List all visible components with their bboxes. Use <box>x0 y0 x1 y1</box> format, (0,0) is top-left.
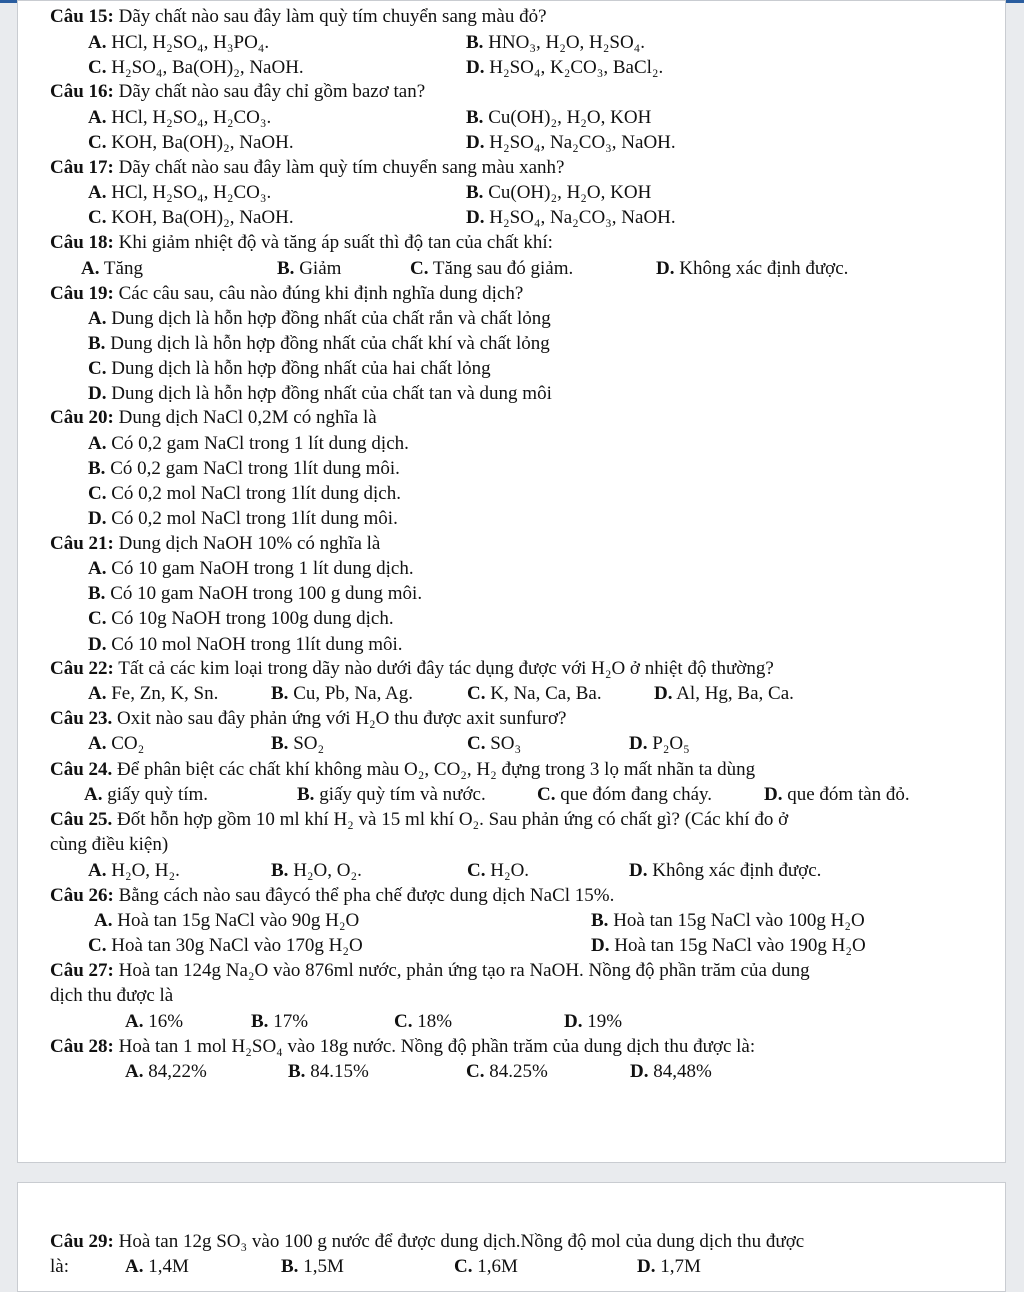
option-text: Al, Hg, Ba, Ca. <box>676 683 794 704</box>
answer-option[interactable] <box>764 782 910 807</box>
answer-option[interactable] <box>125 1009 183 1034</box>
option-letter: B. <box>466 182 484 203</box>
question-text: Dãy chất nào sau đây làm quỳ tím chuyển sang màu đỏ? <box>118 6 547 27</box>
option-text: Dung dịch là hỗn hợp đồng nhất của hai chất lỏng <box>111 358 491 379</box>
option-letter: B. <box>466 32 484 53</box>
question-text: Oxit nào sau đây phản ứng với H₂O thu được axit sunfurơ? <box>117 708 567 729</box>
question-number: Câu 28: <box>50 1036 114 1057</box>
option-letter: D. <box>654 683 673 704</box>
answer-option[interactable] <box>629 858 821 883</box>
question-line <box>50 230 553 255</box>
option-text: 84,48% <box>653 1061 712 1082</box>
answer-option[interactable] <box>637 1254 701 1279</box>
option-text: giấy quỳ tím. <box>107 784 209 805</box>
answer-option[interactable] <box>251 1009 308 1034</box>
option-text: que đóm tàn đỏ. <box>787 784 910 805</box>
answer-option[interactable] <box>125 1059 207 1084</box>
answer-option[interactable] <box>88 632 403 657</box>
answer-option[interactable] <box>466 180 651 205</box>
answer-option[interactable] <box>466 55 663 80</box>
question-line <box>50 958 810 983</box>
option-letter: A. <box>88 860 107 881</box>
answer-option[interactable] <box>88 130 294 155</box>
question-text: Hoà tan 1 mol H₂SO₄ vào 18g nước. Nồng độ phần trăm của dung dịch thu được là: <box>118 1036 756 1057</box>
option-text: Không xác định được. <box>679 258 849 279</box>
option-letter: D. <box>629 733 648 754</box>
option-letter: B. <box>251 1011 269 1032</box>
option-letter: C. <box>394 1011 413 1032</box>
answer-option[interactable] <box>88 858 180 883</box>
option-letter: C. <box>88 57 107 78</box>
answer-option[interactable] <box>88 180 271 205</box>
answer-option[interactable] <box>410 256 573 281</box>
option-letter: C. <box>454 1256 473 1277</box>
answer-option[interactable] <box>88 731 144 756</box>
option-letter: D. <box>637 1256 656 1277</box>
option-letter: B. <box>277 258 295 279</box>
answer-option[interactable] <box>454 1254 518 1279</box>
answer-option[interactable] <box>88 506 398 531</box>
question-text: Dung dịch NaCl 0,2M có nghĩa là <box>118 407 377 428</box>
option-letter: D. <box>564 1011 583 1032</box>
question-line <box>50 883 614 908</box>
answer-option[interactable] <box>537 782 712 807</box>
question-number: Câu 26: <box>50 885 114 906</box>
question-text: Dãy chất nào sau đây chỉ gồm bazơ tan? <box>118 81 426 102</box>
answer-option[interactable] <box>88 30 269 55</box>
option-text: Hoà tan 15g NaCl vào 190g H₂O <box>614 935 866 956</box>
option-letter: A. <box>125 1256 144 1277</box>
question-number: Câu 25. <box>50 809 113 830</box>
option-text: Có 0,2 gam NaCl trong 1lít dung môi. <box>110 458 400 479</box>
option-letter: D. <box>630 1061 649 1082</box>
option-text: KOH, Ba(OH)₂, NaOH. <box>111 132 294 153</box>
option-letter: D. <box>88 508 107 529</box>
question-number: Câu 27: <box>50 960 114 981</box>
answer-option[interactable] <box>125 1254 189 1279</box>
question-number: Câu 19: <box>50 283 114 304</box>
question-line <box>50 706 566 731</box>
option-text: H₂SO₄, Ba(OH)₂, NaOH. <box>111 57 304 78</box>
answer-option[interactable] <box>271 731 324 756</box>
option-text: HCl, H₂SO₄, H₂CO₃. <box>111 182 272 203</box>
question-text: Tất cả các kim loại trong dãy nào dưới đây tác dụng được với H₂O ở nhiệt độ thường? <box>118 658 774 679</box>
question-line <box>50 757 755 782</box>
option-text: 1,7M <box>660 1256 701 1277</box>
option-letter: D. <box>656 258 675 279</box>
question-text: Dãy chất nào sau đây làm quỳ tím chuyển sang màu xanh? <box>118 157 565 178</box>
answer-option[interactable] <box>88 481 401 506</box>
question-line <box>50 531 380 556</box>
option-letter: B. <box>88 333 106 354</box>
option-text: 19% <box>587 1011 623 1032</box>
option-text: KOH, Ba(OH)₂, NaOH. <box>111 207 294 228</box>
option-letter: A. <box>88 683 107 704</box>
question-text: Khi giảm nhiệt độ và tăng áp suất thì độ tan của chất khí: <box>118 232 553 253</box>
option-letter: B. <box>297 784 315 805</box>
option-letter: B. <box>591 910 609 931</box>
option-text: HCl, H₂SO₄, H₂CO₃. <box>111 107 272 128</box>
option-letter: C. <box>88 483 107 504</box>
option-letter: A. <box>88 558 107 579</box>
answer-option[interactable] <box>88 356 491 381</box>
answer-option[interactable] <box>277 256 341 281</box>
option-text: Cu, Pb, Na, Ag. <box>293 683 414 704</box>
option-letter: C. <box>466 1061 485 1082</box>
answer-option[interactable] <box>591 908 865 933</box>
option-text: Hoà tan 30g NaCl vào 170g H₂O <box>111 935 363 956</box>
question-text: Dung dịch NaOH 10% có nghĩa là <box>118 533 381 554</box>
question-number: Câu 15: <box>50 6 114 27</box>
option-letter: A. <box>88 733 107 754</box>
option-text: Có 10 gam NaOH trong 1 lít dung dịch. <box>111 558 414 579</box>
option-text: H₂SO₄, K₂CO₃, BaCl₂. <box>489 57 664 78</box>
option-text: Giảm <box>299 258 342 279</box>
question-text-continued: là: <box>50 1256 69 1277</box>
option-letter: C. <box>88 608 107 629</box>
option-text: Tăng <box>103 258 143 279</box>
option-letter: B. <box>288 1061 306 1082</box>
answer-option[interactable] <box>88 55 304 80</box>
answer-option[interactable] <box>467 681 602 706</box>
option-letter: A. <box>88 308 107 329</box>
option-letter: C. <box>467 683 486 704</box>
answer-option[interactable] <box>88 381 552 406</box>
question-line <box>50 656 774 681</box>
question-number: Câu 17: <box>50 157 114 178</box>
option-text: HNO₃, H₂O, H₂SO₄. <box>488 32 646 53</box>
answer-option[interactable] <box>466 30 645 55</box>
answer-option[interactable] <box>84 782 208 807</box>
option-letter: B. <box>88 458 106 479</box>
option-text: Có 0,2 gam NaCl trong 1 lít dung dịch. <box>111 433 409 454</box>
option-text: que đóm đang cháy. <box>560 784 713 805</box>
question-line <box>50 1229 804 1254</box>
answer-option[interactable] <box>629 731 690 756</box>
option-text: Có 0,2 mol NaCl trong 1lít dung môi. <box>111 508 398 529</box>
option-text: Dung dịch là hỗn hợp đồng nhất của chất tan và dung môi <box>111 383 552 404</box>
option-text: 84,22% <box>148 1061 207 1082</box>
option-text: Cu(OH)₂, H₂O, KOH <box>488 182 652 203</box>
question-text: Đốt hỗn hợp gồm 10 ml khí H₂ và 15 ml khí O₂. Sau phản ứng có chất gì? (Các khí đo ở <box>117 809 789 830</box>
option-letter: A. <box>88 182 107 203</box>
question-line <box>50 4 547 29</box>
question-number: Câu 20: <box>50 407 114 428</box>
option-text: Tăng sau đó giảm. <box>432 258 574 279</box>
answer-option[interactable] <box>88 606 394 631</box>
option-letter: B. <box>271 860 289 881</box>
option-text: H₂SO₄, Na₂CO₃, NaOH. <box>489 207 676 228</box>
option-text: Có 10g NaOH trong 100g dung dịch. <box>111 608 394 629</box>
option-text: Hoà tan 15g NaCl vào 90g H₂O <box>117 910 360 931</box>
option-letter: A. <box>88 107 107 128</box>
option-text: 17% <box>273 1011 309 1032</box>
option-text: 1,4M <box>148 1256 189 1277</box>
option-text: SO₃ <box>490 733 522 754</box>
option-text: Không xác định được. <box>652 860 822 881</box>
option-letter: B. <box>88 583 106 604</box>
question-number: Câu 23. <box>50 708 113 729</box>
question-line <box>50 281 523 306</box>
question-text: Các câu sau, câu nào đúng khi định nghĩa dung dịch? <box>118 283 524 304</box>
option-letter: A. <box>88 433 107 454</box>
answer-option[interactable] <box>88 105 271 130</box>
question-text-continued: cùng điều kiện) <box>50 834 169 855</box>
answer-option[interactable] <box>88 681 218 706</box>
option-text: H₂SO₄, Na₂CO₃, NaOH. <box>489 132 676 153</box>
option-letter: A. <box>125 1061 144 1082</box>
answer-option[interactable] <box>88 556 414 581</box>
option-letter: C. <box>467 860 486 881</box>
question-number: Câu 29: <box>50 1231 114 1252</box>
question-number: Câu 18: <box>50 232 114 253</box>
question-text: Hoà tan 124g Na₂O vào 876ml nước, phản ứng tạo ra NaOH. Nồng độ phần trăm của dung <box>118 960 810 981</box>
answer-option[interactable] <box>88 581 422 606</box>
option-letter: A. <box>81 258 100 279</box>
option-letter: C. <box>410 258 429 279</box>
question-number: Câu 22: <box>50 658 114 679</box>
answer-option[interactable] <box>94 908 359 933</box>
question-text-continued: dịch thu được là <box>50 985 174 1006</box>
question-line <box>50 155 564 180</box>
option-letter: C. <box>88 132 107 153</box>
answer-option[interactable] <box>297 782 486 807</box>
answer-option[interactable] <box>271 681 413 706</box>
option-text: 1,5M <box>303 1256 344 1277</box>
option-letter: B. <box>271 733 289 754</box>
answer-option[interactable] <box>88 933 363 958</box>
option-letter: D. <box>591 935 610 956</box>
option-text: K, Na, Ca, Ba. <box>490 683 602 704</box>
option-text: 1,6M <box>477 1256 518 1277</box>
answer-option[interactable] <box>281 1254 344 1279</box>
question-number: Câu 24. <box>50 759 113 780</box>
option-letter: C. <box>88 207 107 228</box>
option-letter: C. <box>88 935 107 956</box>
option-text: Fe, Zn, K, Sn. <box>111 683 219 704</box>
question-number: Câu 21: <box>50 533 114 554</box>
question-line <box>50 807 788 832</box>
option-text: Có 0,2 mol NaCl trong 1lít dung dịch. <box>111 483 401 504</box>
option-text: 18% <box>417 1011 453 1032</box>
question-line <box>50 405 377 430</box>
option-letter: D. <box>466 207 485 228</box>
option-letter: D. <box>629 860 648 881</box>
answer-option[interactable] <box>466 205 676 230</box>
option-text: 84.15% <box>310 1061 369 1082</box>
option-text: Dung dịch là hỗn hợp đồng nhất của chất rắn và chất lỏng <box>111 308 551 329</box>
answer-option[interactable] <box>466 130 676 155</box>
option-letter: A. <box>84 784 103 805</box>
answer-option[interactable] <box>654 681 794 706</box>
answer-option[interactable] <box>88 456 400 481</box>
option-text: Có 10 gam NaOH trong 100 g dung môi. <box>110 583 423 604</box>
option-text: H₂O, O₂. <box>293 860 362 881</box>
option-text: Hoà tan 15g NaCl vào 100g H₂O <box>613 910 865 931</box>
question-text: Để phân biệt các chất khí không màu O₂, CO₂, H₂ đựng trong 3 lọ mất nhãn ta dùng <box>117 759 756 780</box>
answer-option[interactable] <box>466 105 651 130</box>
option-text: Dung dịch là hỗn hợp đồng nhất của chất khí và chất lỏng <box>110 333 550 354</box>
answer-option[interactable] <box>466 1059 548 1084</box>
answer-option[interactable] <box>88 431 409 456</box>
answer-option[interactable] <box>630 1059 712 1084</box>
option-text: 16% <box>148 1011 184 1032</box>
question-text: Bằng cách nào sau đâycó thể pha chế được dung dịch NaCl 15%. <box>118 885 615 906</box>
option-letter: A. <box>94 910 113 931</box>
option-text: SO₂ <box>293 733 325 754</box>
option-letter: B. <box>271 683 289 704</box>
option-text: CO₂ <box>111 733 145 754</box>
answer-option[interactable] <box>81 256 143 281</box>
option-text: Có 10 mol NaOH trong 1lít dung môi. <box>111 634 403 655</box>
option-letter: D. <box>466 132 485 153</box>
option-letter: C. <box>467 733 486 754</box>
question-number: Câu 16: <box>50 81 114 102</box>
answer-option[interactable] <box>591 933 866 958</box>
answer-option[interactable] <box>564 1009 622 1034</box>
option-text: giấy quỳ tím và nước. <box>319 784 486 805</box>
answer-option[interactable] <box>394 1009 452 1034</box>
option-letter: D. <box>466 57 485 78</box>
answer-option[interactable] <box>467 858 529 883</box>
answer-option[interactable] <box>271 858 362 883</box>
option-letter: A. <box>125 1011 144 1032</box>
option-text: Cu(OH)₂, H₂O, KOH <box>488 107 652 128</box>
answer-option[interactable] <box>656 256 848 281</box>
option-letter: C. <box>88 358 107 379</box>
answer-option[interactable] <box>467 731 521 756</box>
option-text: H₂O. <box>490 860 530 881</box>
option-letter: A. <box>88 32 107 53</box>
option-letter: B. <box>281 1256 299 1277</box>
option-text: H₂O, H₂. <box>111 860 180 881</box>
question-line <box>50 79 425 104</box>
answer-option[interactable] <box>288 1059 369 1084</box>
answer-option[interactable] <box>88 205 294 230</box>
question-text: Hoà tan 12g SO₃ vào 100 g nước để được dung dịch.Nồng độ mol của dung dịch thu được <box>118 1231 805 1252</box>
option-text: P₂O₅ <box>652 733 690 754</box>
option-text: 84.25% <box>489 1061 548 1082</box>
option-letter: D. <box>88 634 107 655</box>
option-letter: C. <box>537 784 556 805</box>
question-line <box>50 1034 755 1059</box>
option-letter: D. <box>88 383 107 404</box>
answer-option[interactable] <box>88 306 551 331</box>
answer-option[interactable] <box>88 331 550 356</box>
option-text: HCl, H₂SO₄, H₃PO₄. <box>111 32 270 53</box>
option-letter: B. <box>466 107 484 128</box>
option-letter: D. <box>764 784 783 805</box>
